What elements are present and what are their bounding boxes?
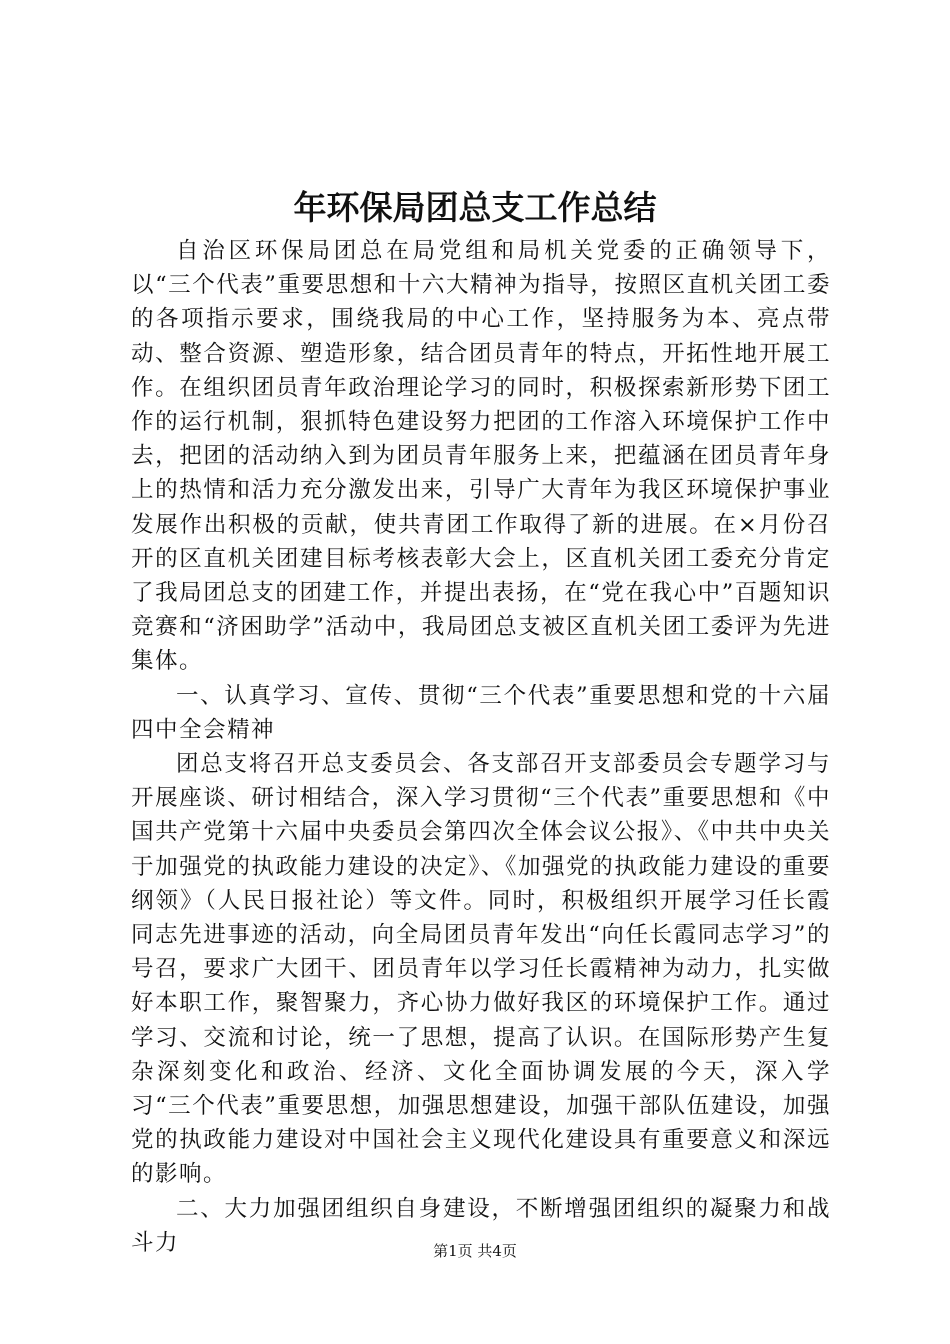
section-1-paragraph: 团总支将召开总支委员会、各支部召开支部委员会专题学习与开展座谈、研讨相结合，深入学习贯彻“三个代表”重要思想和《中国共产党第十六届中央委员会第四次全体会议公报》、《中共中央关于加强党的执政能力建设的决定》、《加强党的执政能力建设的重要纲领》（人民日报社论）等文件。同时，积极组织开展学习任长霞同志先进事迹的活动，向全局团员青年发出“向任长霞同志学习”的号召，要求广大团干、团员青年以学习任长霞精神为动力，扎实做好本职工作，聚智聚力，齐心协力做好我区的环境保护工作。通过学习、交流和讨论，统一了思想，提高了认识。在国际形势产生复杂深刻变化和政治、经济、文化全面协调发展的今天，深入学习“三个代表”重要思想，加强思想建设，加强干部队伍建设，加强党的执政能力建设对中国社会主义现代化建设具有重要意义和深远的影响。 [131, 751, 831, 1188]
page-number: 第1页 共4页 [433, 1242, 517, 1260]
section-heading-1: 一、认真学习、宣传、贯彻“三个代表”重要思想和党的十六届四中全会精神 [131, 682, 831, 743]
intro-paragraph: 自治区环保局团总在局党组和局机关党委的正确领导下，以“三个代表”重要思想和十六大精神为指导，按照区直机关团工委的各项指示要求，围绕我局的中心工作，坚持服务为本、亮点带动、整合资源、塑造形象，结合团员青年的特点，开拓性地开展工作。在组织团员青年政治理论学习的同时，积极探索新形势下团工作的运行机制，狠抓特色建设努力把团的工作溶入环境保护工作中去，把团的活动纳入到为团员青年服务上来，把蕴涵在团员青年身上的热情和活力充分激发出来，引导广大青年为我区环境保护事业发展作出积极的贡献，使共青团工作取得了新的进展。在×月份召开的区直机关团建目标考核表彰大会上，区直机关团工委充分肯定了我局团总支的团建工作，并提出表扬，在“党在我心中”百题知识竞赛和“济困助学”活动中，我局团总支被区直机关团工委评为先进集体。 [131, 238, 831, 675]
document-body [131, 234, 831, 1260]
section-heading-2: 二、大力加强团组织自身建设，不断增强团组织的凝聚力和战斗力 [131, 1195, 831, 1256]
document-title: 年环保局团总支工作总结 [293, 188, 657, 227]
